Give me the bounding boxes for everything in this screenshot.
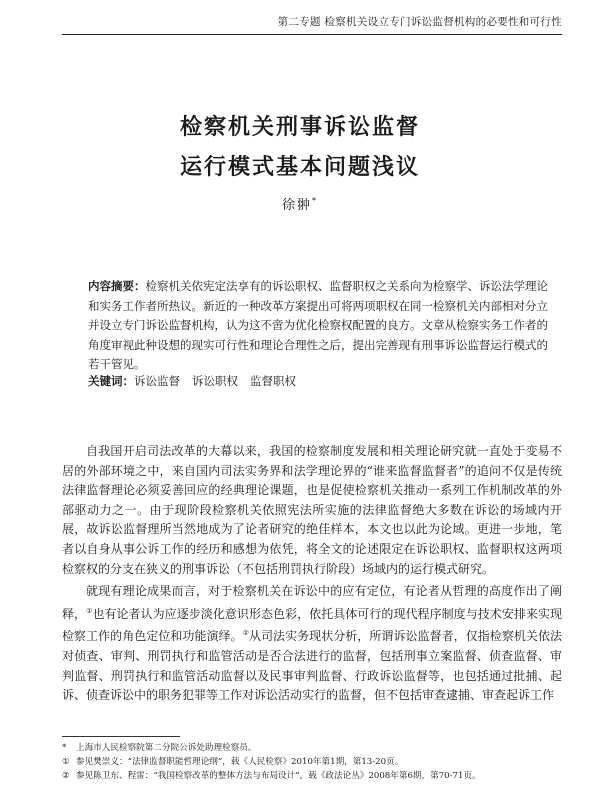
keyword: 诉讼监督 [134, 374, 180, 388]
footnote-text: 参见陈卫东、程雷：“我国检察改革的整体方法与布局设计”，载《政法论丛》2008年第6期，第70-71页。 [76, 771, 481, 781]
keyword: 诉讼职权 [192, 374, 238, 388]
abstract [88, 277, 548, 375]
keywords-label: 关键词： [88, 374, 134, 388]
author [0, 194, 600, 213]
author-name: 徐翀 [281, 198, 312, 213]
footnote-mark: ① [62, 757, 70, 767]
paragraph-text: 从司法实务现状分析，所谓诉讼监督者，仅指检察机关依法对侦查、审判、刑罚执行和监管活动是否合法进行的监督，包括刑事立案监督、侦查监督、审判监督、刑罚执行和监管活动监督以及民事审判监督、行政诉讼监督等，也包括通过批捕、起诉、侦查诉讼中的职务犯罪等工作对诉讼活动实行的监督，但不包括审查逮捕、审查起诉工作 [62, 629, 562, 703]
footnote-mark: ② [62, 771, 70, 781]
body-paragraph [62, 442, 562, 579]
body-paragraph [62, 582, 562, 706]
paper-title [0, 108, 600, 188]
abstract-label: 内容摘要： [88, 279, 146, 293]
paragraph-text: 也有论者认为应逐步淡化意识形态色彩，依托具体可行的现代程序制度与技术安排来实现检察工作的角色定位和功能演绎。 [62, 606, 562, 644]
footnote-text: 上海市人民检察院第二分院公诉处助理检察员。 [76, 743, 257, 753]
body-text [62, 442, 562, 709]
keyword: 监督职权 [250, 374, 296, 388]
footnote [62, 755, 562, 769]
paragraph-text: 自我国开启司法改革的大幕以来，我国的检察制度发展和相关理论研究就一直处于变易不居的外部环境之中，来自国内司法实务界和法学理论界的“谁来监督监督者”的追问不仅是传统法律监督理论必须妥善回应的经典理论课题，也是促使检察机关推动一系列工作机制改革的外部驱动力之一。由于现阶段检察机关依照宪法所实施的法律监督绝大多数在诉讼的场域内开展，故诉讼监督理所当然地成为了论者研究的绝佳样本，本文也以此为论域。更进一步地，笔者以自身从事公诉工作的经历和感想为依凭，将全文的论述限定在诉讼职权、监督职权这两项检察权的分支在狭义的刑事诉讼（不包括刑罚执行阶段）场域内的运行模式研究。 [62, 444, 562, 576]
footnote-mark: * [62, 743, 67, 753]
footnote-separator [62, 736, 180, 737]
footnote-text: 参见樊崇义：“法律监督职能哲理论纲”，载《人民检察》2010年第1期，第13-20页。 [76, 757, 404, 767]
footnote [62, 769, 562, 783]
title-line-2: 运行模式基本问题浅议 [179, 155, 420, 180]
abstract-text: 检察机关依宪定法享有的诉讼职权、监督职权之关系向为检察学、诉讼法学理论和实务工作者所热议。新近的一种改革方案提出可将两项职权在同一检察机关内部相对分立并设立专门诉讼监督机构，认为这不啻为优化检察权配置的良方。文章从检察实务工作者的角度审视此种设想的现实可行性和理论合理性之后，提出完善现有刑事诉讼监督运行模式的若干管见。 [88, 279, 548, 371]
footnote-ref: ② [242, 629, 249, 638]
footnote-ref: ① [86, 606, 93, 615]
running-head: 第二专题 检察机关设立专门诉讼监督机构的必要性和可行性 [62, 14, 562, 35]
title-line-1: 检察机关刑事诉讼监督 [179, 115, 420, 140]
footnote [62, 741, 562, 755]
keywords [88, 373, 548, 389]
footnotes [62, 741, 562, 783]
paragraph-text: 就现有理论成果而言，对于检察机关在诉讼中的应有定位，有论者从哲理的高度作出了阐释， [62, 584, 562, 621]
author-footnote-mark: * [312, 196, 318, 206]
